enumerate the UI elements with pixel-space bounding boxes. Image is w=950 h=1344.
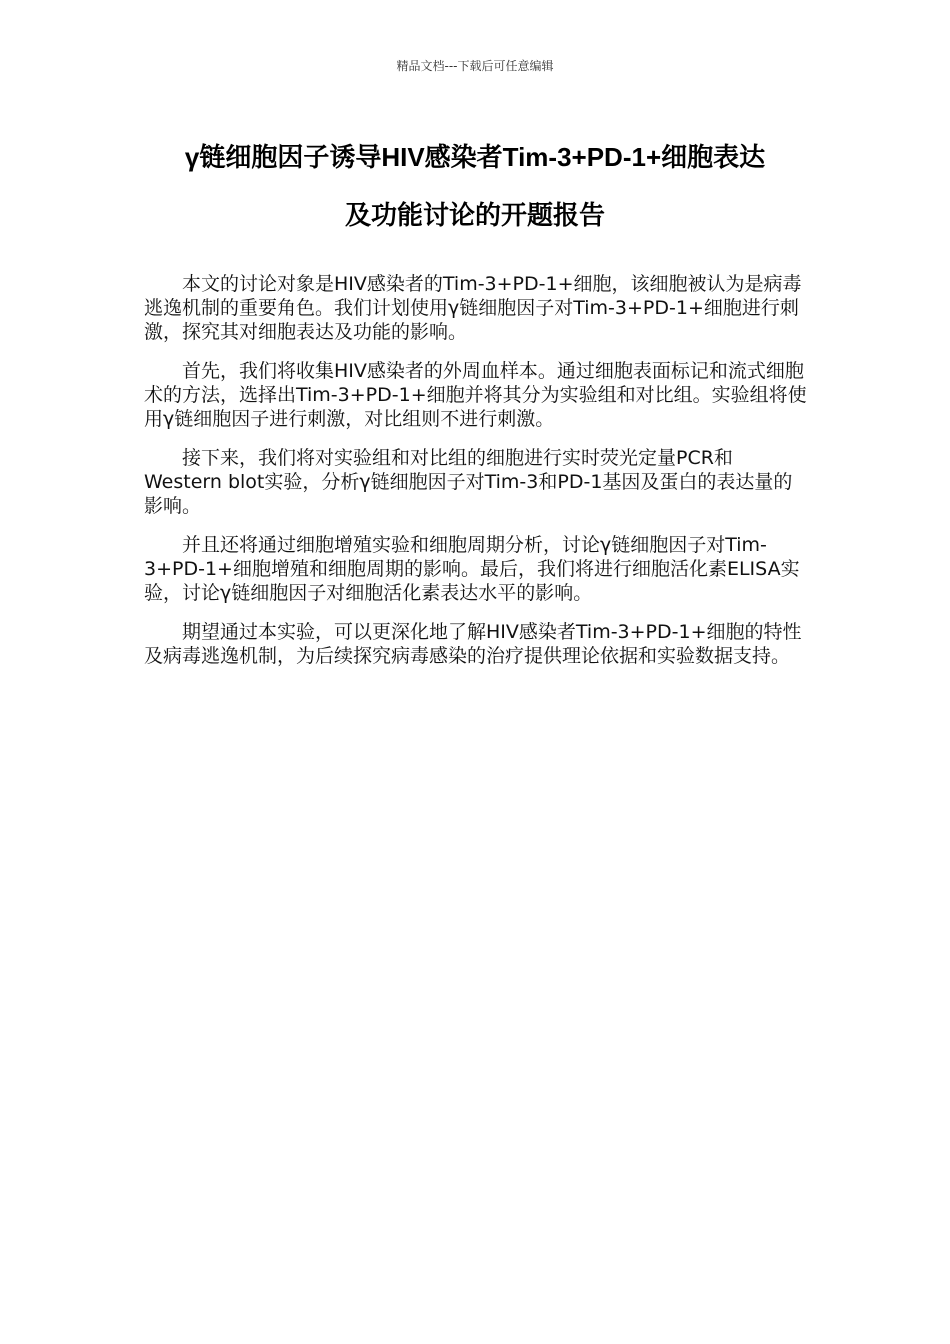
document-title (120, 128, 830, 244)
title-line-1: γ链细胞因子诱导HIV感染者Tim-3+PD-1+细胞表达 (184, 142, 766, 172)
document-body (144, 272, 808, 683)
paragraph-4: 并且还将通过细胞增殖实验和细胞周期分析，讨论γ链细胞因子对Tim-3+PD-1+细胞增殖和细胞周期的影响。最后，我们将进行细胞活化素ELISA实验，讨论γ链细胞因子对细胞活化素表达水平的影响。 (144, 534, 800, 604)
paragraph-3: 接下来，我们将对实验组和对比组的细胞进行实时荧光定量PCR和Western blot实验，分析γ链细胞因子对Tim-3和PD-1基因及蛋白的表达量的影响。 (144, 447, 793, 517)
paragraph-5: 期望通过本实验，可以更深化地了解HIV感染者Tim-3+PD-1+细胞的特性及病毒逃逸机制，为后续探究病毒感染的治疗提供理论依据和实验数据支持。 (144, 621, 802, 667)
title-line-2: 及功能讨论的开题报告 (344, 200, 605, 230)
page-header: 精品文档---下载后可任意编辑 (396, 59, 554, 73)
paragraph-2: 首先，我们将收集HIV感染者的外周血样本。通过细胞表面标记和流式细胞术的方法，选择出Tim-3+PD-1+细胞并将其分为实验组和对比组。实验组将使用γ链细胞因子进行刺激，对比组则不进行刺激。 (144, 360, 807, 430)
paragraph-1: 本文的讨论对象是HIV感染者的Tim-3+PD-1+细胞，该细胞被认为是病毒逃逸机制的重要角色。我们计划使用γ链细胞因子对Tim-3+PD-1+细胞进行刺激，探究其对细胞表达及功能的影响。 (144, 273, 802, 343)
